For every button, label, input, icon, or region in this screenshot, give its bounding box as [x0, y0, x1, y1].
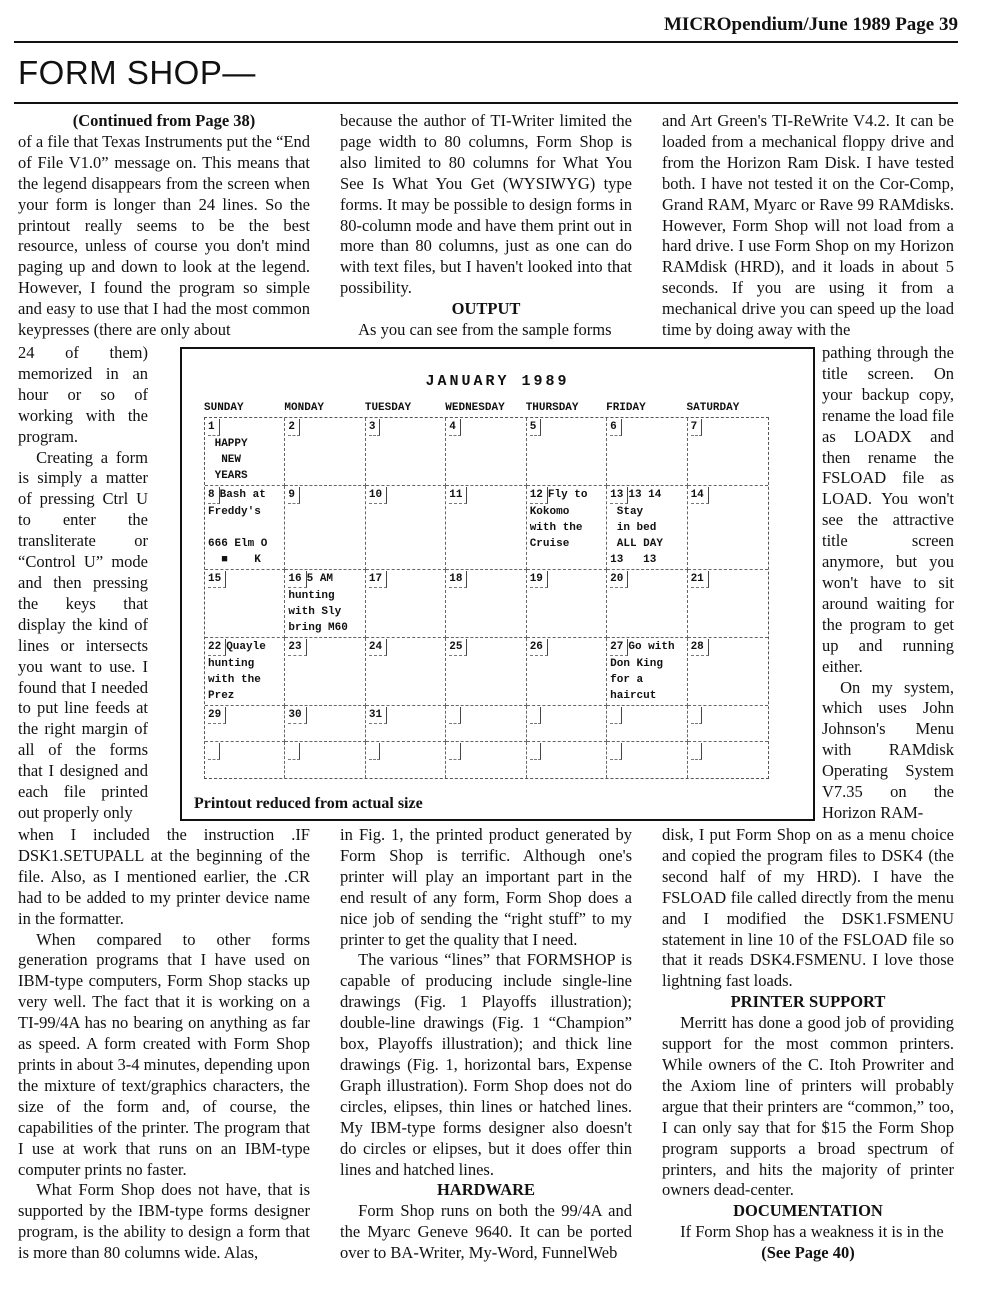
calendar-day-cell	[446, 742, 526, 778]
day-number: 8	[208, 487, 220, 504]
day-number: 23	[288, 639, 306, 656]
calendar-day-cell	[366, 742, 446, 778]
running-header: MICROpendium/June 1989 Page 39	[664, 14, 958, 35]
continued-note: (Continued from Page 38)	[72, 111, 256, 130]
day-number: 2	[288, 419, 300, 436]
calendar-day-cell	[446, 486, 526, 570]
day-number: 16	[288, 571, 306, 588]
col2-para-a: because the author of TI-Writer limited the page width to 80 columns, Form Shop is also limited to 80 columns for What You See Is What You Get (WYSIWYG) type forms. It may be possible to design forms in 80-column mode and have them print out in more than 80 columns, just as one can do with text files, but I haven't looked into that possibility.	[340, 111, 632, 298]
col3-bottom	[662, 825, 954, 1264]
col3-para-a: and Art Green's TI-ReWrite V4.2. It can be loaded from a mechanical floppy drive and from the Horizon Ram Disk. I have tested both. I have not tested it on the Cor-Comp, Grand RAM, Myarc or Rave 99 RAMdisks. However, Form Shop will not load from a hard drive. I use Form Shop on my Horizon RAMdisk (HRD), and it loads in about 5 seconds. If you are using it from a mechanical drive you can speed up the load time by doing away with the	[662, 111, 954, 340]
col3-para-e: Merritt has done a good job of providing support for the most common printers. While owners of the C. Itoh Prowriter and the Axiom line of printers will probably argue that their printers are “common,” too, I can only say that for $15 the Form Shop program supports a broad spectrum of printers, and hits the majority of printer owners dead-center.	[662, 1013, 954, 1200]
day-event-text: 13 14 Stay in bed ALL DAY 13 13	[610, 489, 663, 566]
day-number: 11	[449, 487, 467, 504]
calendar-day-cell	[688, 418, 768, 486]
day-number	[449, 707, 461, 724]
calendar-day-cell	[607, 742, 687, 778]
day-event-text: Fly to Kokomo with the Cruise	[529, 489, 588, 550]
calendar-day-cell	[688, 570, 768, 638]
calendar-day-cell	[205, 486, 285, 570]
day-event-text: HAPPY NEW YEARS	[214, 438, 248, 482]
col1-para-e: When compared to other forms generation programs that I have used on IBM-type computers, Form Shop stacks up very well. The fact that it is working on a TI-99/4A has no bearing on anything as far as speed. A form created with Form Shop prints in about 3-4 minutes, depending upon the mixture of text/graphics characters, the size of the form and, of course, the capabilities of the printer. The program that I use at work that runs on an IBM-type computer prints no faster.	[18, 929, 310, 1179]
day-number	[208, 743, 220, 760]
col3-top	[662, 111, 954, 341]
day-number: 30	[288, 707, 306, 724]
day-number: 13	[610, 487, 628, 504]
printer-support-heading: PRINTER SUPPORT	[730, 992, 886, 1012]
day-number: 29	[208, 707, 226, 724]
calendar-day-cell	[285, 570, 365, 638]
calendar-day-cell	[205, 570, 285, 638]
col1-para-a: of a file that Texas Instruments put the “End of File V1.0” message on. This means that the legend disappears from the screen when your form is longer than 24 lines. So the printout really seems to be the best resource, unless of course you don't mind paging up and down to look at the legend. However, I found the program so simple and easy to use that I had the most common keypresses (there are only about	[18, 131, 310, 340]
calendar-day-cell	[688, 486, 768, 570]
title-rule	[14, 102, 958, 104]
day-number: 26	[530, 639, 548, 656]
calendar-figure	[180, 347, 815, 821]
weekday-label: WEDNESDAY	[445, 402, 505, 414]
weekday-label: SATURDAY	[686, 402, 740, 414]
day-number: 6	[610, 419, 622, 436]
col3-para-c: On my system, which uses John Johnson's Menu with RAMdisk Operating System V7.35 on the Horizon RAM-	[822, 677, 954, 822]
day-number	[530, 707, 542, 724]
calendar-grid	[204, 417, 769, 779]
calendar-day-cell	[607, 706, 687, 742]
output-heading: OUTPUT	[451, 299, 521, 319]
calendar-day-cell	[527, 706, 607, 742]
calendar-day-cell	[688, 638, 768, 706]
weekday-label: MONDAY	[284, 402, 325, 414]
calendar-day-cell	[688, 706, 768, 742]
weekday-label: THURSDAY	[525, 402, 579, 414]
calendar-day-cell	[285, 638, 365, 706]
day-number: 24	[369, 639, 387, 656]
calendar-day-cell	[446, 418, 526, 486]
calendar-title: JANUARY 1989	[425, 373, 570, 390]
top-rule	[14, 41, 958, 43]
calendar-day-cell	[607, 638, 687, 706]
documentation-heading: DOCUMENTATION	[733, 1201, 883, 1221]
col3-para-d: disk, I put Form Shop on as a menu choice and copied the program files to DSK4 (the second half of my HRD). I have the FSLOAD file called directly from the menu and I modified the DSK1.FSMENU statement in line 10 of the FSLOAD file so that it reads DSK4.FSMENU. I love those lightning fast loads.	[662, 825, 954, 991]
calendar-day-cell	[607, 570, 687, 638]
calendar-day-cell	[688, 742, 768, 778]
day-number: 18	[449, 571, 467, 588]
day-number	[691, 707, 703, 724]
day-number: 7	[691, 419, 703, 436]
col3-narrow	[822, 343, 954, 824]
col1-top	[18, 111, 310, 341]
day-number: 1	[208, 419, 220, 436]
calendar-day-cell	[366, 486, 446, 570]
day-number	[610, 743, 622, 760]
col2-para-c: in Fig. 1, the printed product generated by Form Shop is terrific. Although one's printer will play an important part in the end result of any form, Form Shop does a nice job of sending the “right stuff” to my printer to get the quality that I need.	[340, 825, 632, 949]
calendar-day-cell	[205, 742, 285, 778]
day-number: 27	[610, 639, 628, 656]
calendar-weekdays	[204, 402, 767, 414]
col3-para-b: pathing through the title screen. On your backup copy, rename the load file as LOADX and then rename the FSLOAD file as LOAD. You won't see the attractive title screen anymore, but you won't have to sit around waiting for the program to get up and running either.	[822, 343, 954, 676]
col2-para-b: As you can see from the sample forms	[358, 320, 612, 340]
day-number: 5	[530, 419, 542, 436]
calendar-day-cell	[285, 742, 365, 778]
day-number: 15	[208, 571, 226, 588]
calendar-day-cell	[446, 570, 526, 638]
col1-narrow	[18, 343, 148, 824]
day-event-text: Bash at Freddy's 666 Elm O ■ K	[208, 489, 268, 566]
day-number	[449, 743, 461, 760]
col2-top	[340, 111, 632, 341]
calendar-day-cell	[527, 486, 607, 570]
day-number: 25	[449, 639, 467, 656]
col2-para-d: The various “lines” that FORMSHOP is capable of producing include single-line drawings (Fig. 1 Playoffs illustration); double-line drawings (Fig. 1 “Champion” box, Playoffs illustration); and thick line drawings (Fig. 1, horizontal bars, Expense Graph illustration). Form Shop does not do circles, elipses, thin lines or hatched lines. My IBM-type forms designer also doesn't do circles or elipses, but it does offer thin lines and hatched lines.	[340, 950, 632, 1179]
day-event-text: Go with Don King for a haircut	[610, 641, 675, 702]
day-number: 9	[288, 487, 300, 504]
day-number	[288, 743, 300, 760]
col1-para-d: when I included the instruction .IF DSK1.SETUPALL at the beginning of the file. Also, as I mentioned earlier, the .CR had to be added to my printer device name in the formatter.	[18, 825, 310, 928]
see-page-note: (See Page 40)	[761, 1243, 855, 1263]
calendar-day-cell	[366, 706, 446, 742]
col1-para-f: What Form Shop does not have, that is supported by the IBM-type forms designer program, is the ability to design a form that is more than 80 columns wide. Alas,	[18, 1180, 310, 1263]
calendar-day-cell	[285, 706, 365, 742]
day-number: 3	[369, 419, 381, 436]
calendar-day-cell	[527, 418, 607, 486]
figure-caption: Printout reduced from actual size	[194, 795, 423, 812]
hardware-heading: HARDWARE	[436, 1180, 536, 1200]
calendar-day-cell	[446, 706, 526, 742]
day-number	[691, 743, 703, 760]
col2-para-e: Form Shop runs on both the 99/4A and the Myarc Geneve 9640. It can be ported over to BA-Writer, My-Word, FunnelWeb	[340, 1201, 632, 1263]
calendar-day-cell	[527, 570, 607, 638]
day-number: 21	[691, 571, 709, 588]
calendar-day-cell	[446, 638, 526, 706]
day-number: 19	[530, 571, 548, 588]
calendar-day-cell	[607, 418, 687, 486]
day-number: 28	[691, 639, 709, 656]
col3-para-f: If Form Shop has a weakness it is in the	[680, 1222, 944, 1242]
article-title: FORM SHOP—	[18, 54, 256, 91]
col1-para-b: 24 of them) memorized in an hour or so of working with the program.	[18, 343, 148, 446]
day-number	[369, 743, 381, 760]
calendar-day-cell	[205, 638, 285, 706]
day-event-text: Quayle hunting with the Prez	[208, 641, 266, 702]
day-number	[610, 707, 622, 724]
weekday-label: FRIDAY	[606, 402, 646, 414]
calendar-day-cell	[366, 570, 446, 638]
day-event-text: 5 AM hunting with Sly bring M60	[288, 573, 348, 634]
day-number	[530, 743, 542, 760]
day-number: 31	[369, 707, 387, 724]
day-number: 12	[530, 487, 548, 504]
weekday-label: SUNDAY	[204, 402, 244, 414]
calendar-day-cell	[205, 706, 285, 742]
day-number: 14	[691, 487, 709, 504]
col2-bottom	[340, 825, 632, 1264]
col1-bottom	[18, 825, 310, 1264]
day-number: 17	[369, 571, 387, 588]
calendar-day-cell	[607, 486, 687, 570]
day-number: 20	[610, 571, 628, 588]
day-number: 22	[208, 639, 226, 656]
col1-para-c: Creating a form is simply a matter of pressing Ctrl U to enter the transliterate or “Control U” mode and then pressing the keys that display the kind of lines or intersects you want to use. I found that I needed to put line feeds at the right margin of all of the forms that I designed and each file printed out properly only	[18, 447, 148, 822]
calendar-day-cell	[205, 418, 285, 486]
day-number: 4	[449, 419, 461, 436]
calendar-day-cell	[285, 418, 365, 486]
calendar-day-cell	[527, 638, 607, 706]
weekday-label: TUESDAY	[364, 402, 412, 414]
calendar-day-cell	[366, 418, 446, 486]
calendar-day-cell	[285, 486, 365, 570]
calendar-day-cell	[366, 638, 446, 706]
calendar-day-cell	[527, 742, 607, 778]
day-number: 10	[369, 487, 387, 504]
